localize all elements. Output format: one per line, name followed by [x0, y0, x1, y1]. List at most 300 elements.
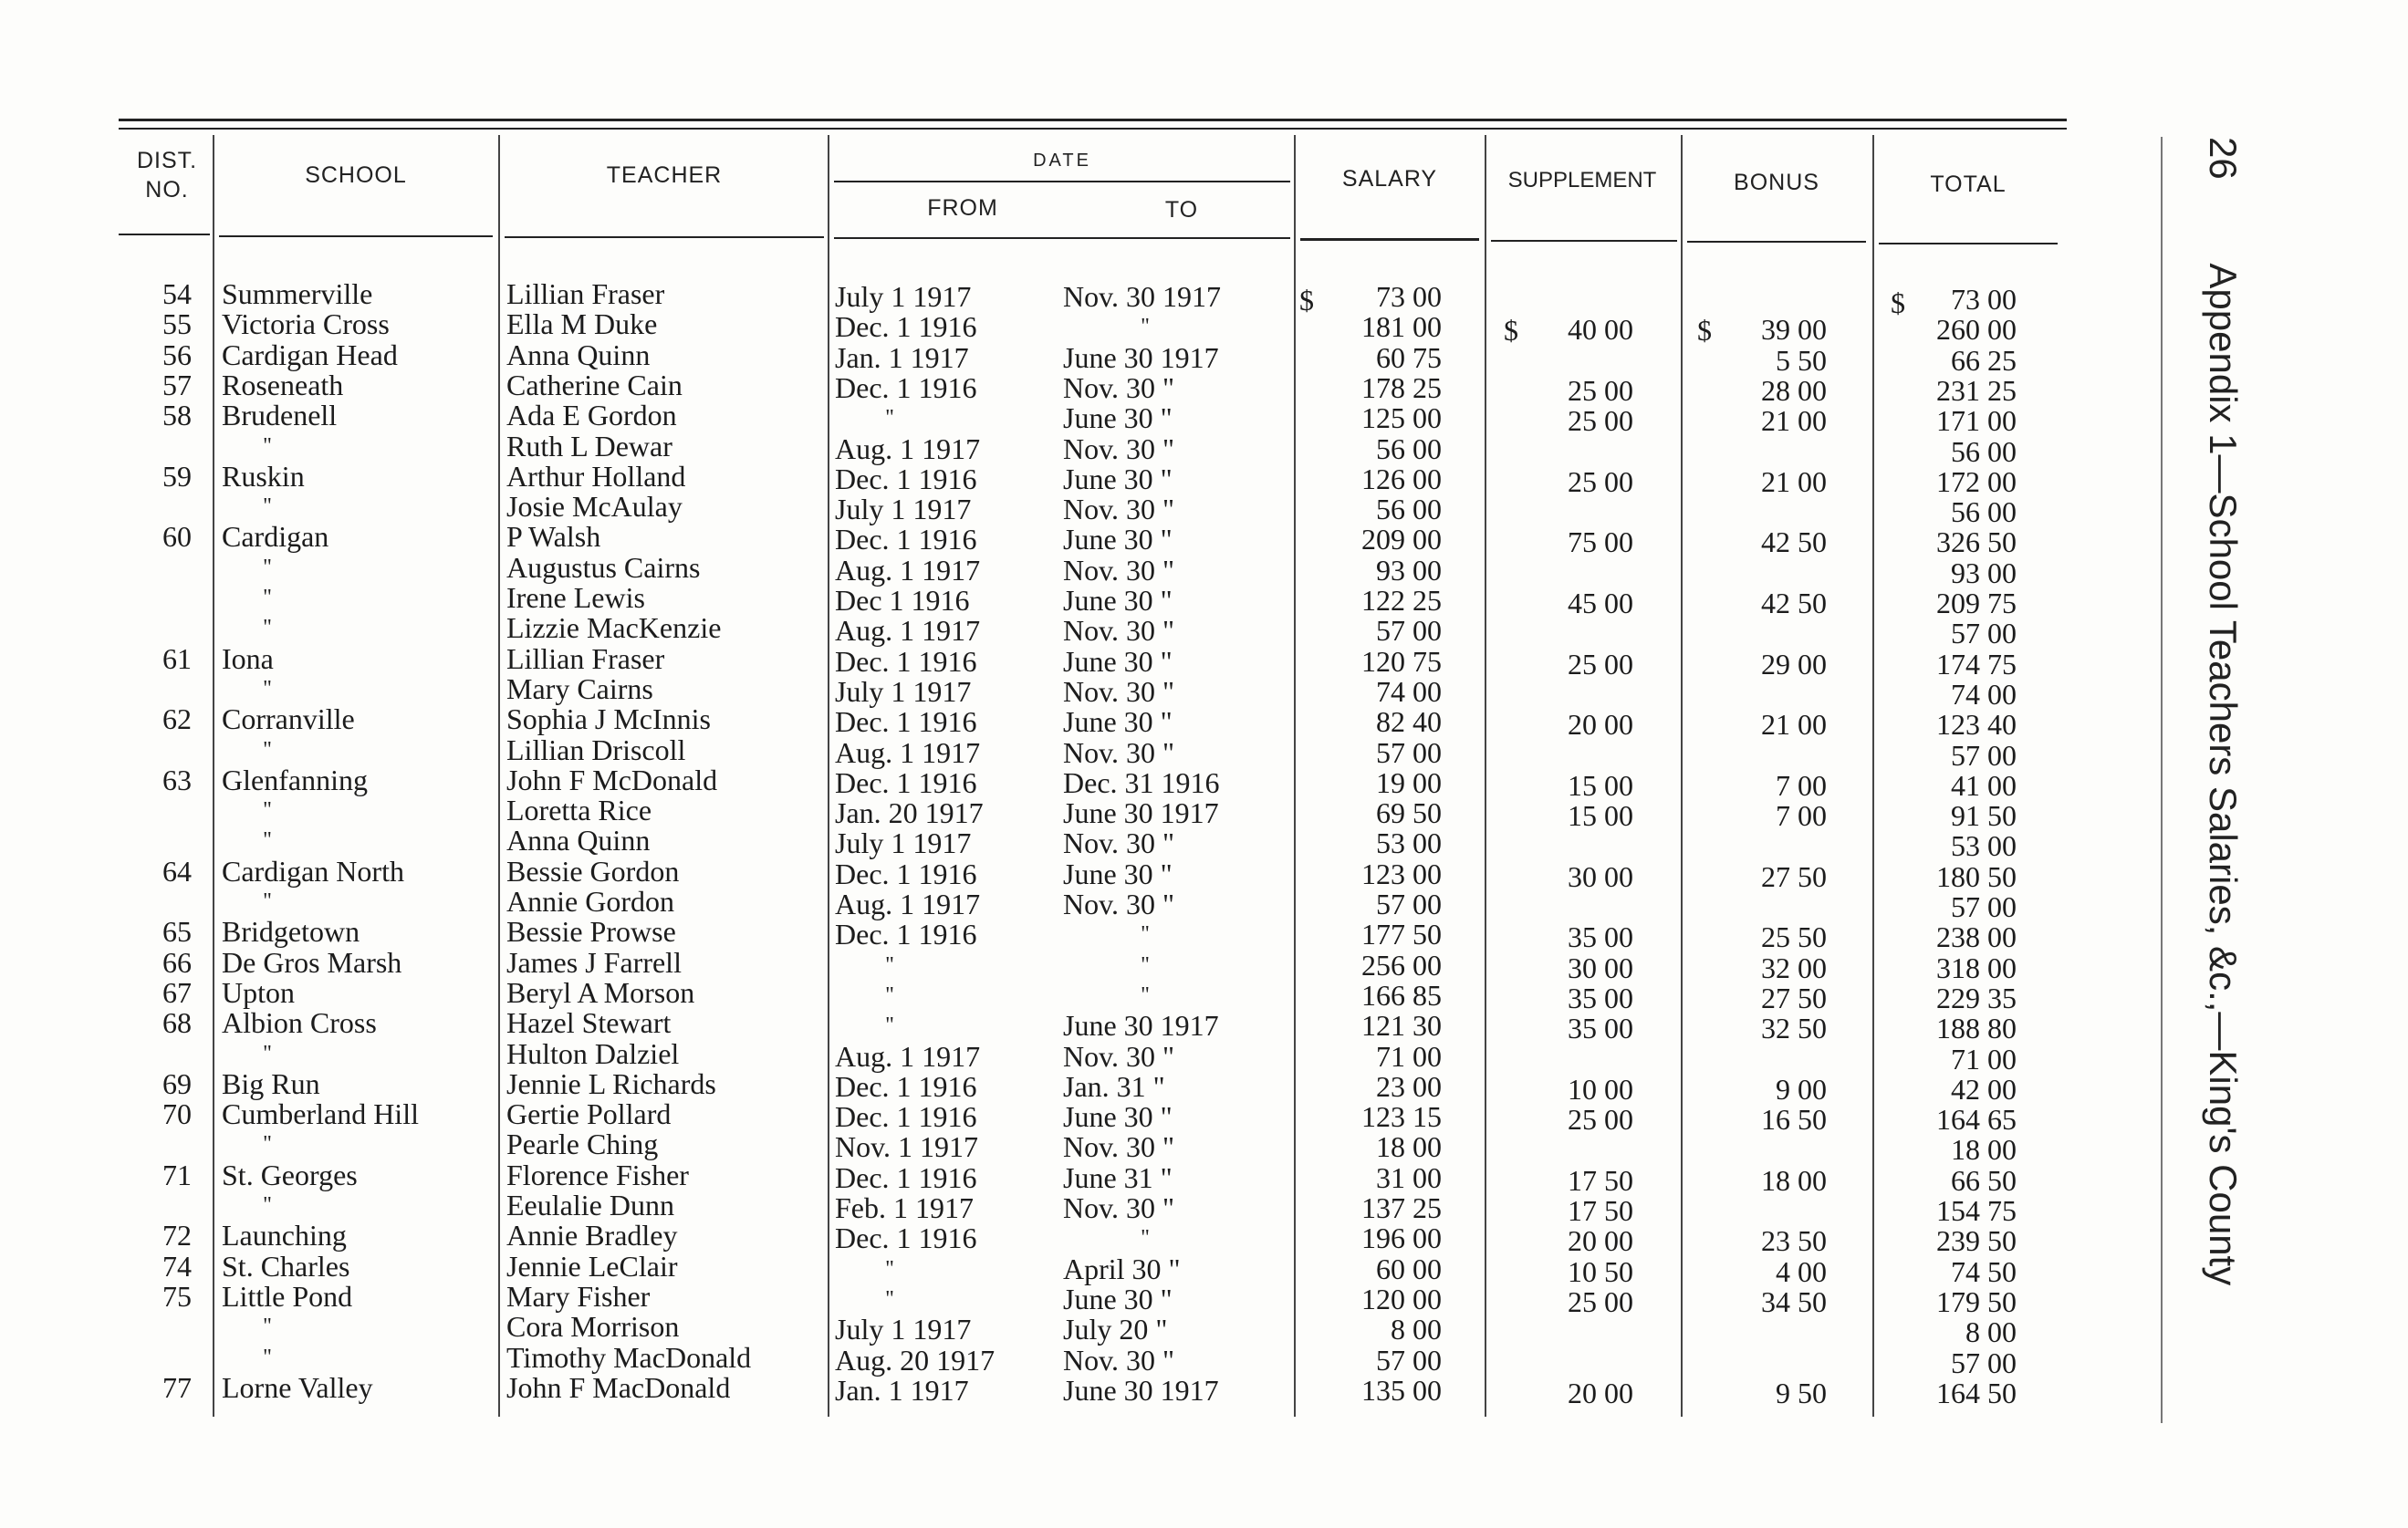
cell-teacher: Gertie Pollard [506, 1097, 672, 1131]
cell-bonus [1706, 680, 1827, 710]
cell-total: 93 00 [1951, 556, 2017, 589]
cell-total: 229 35 [1936, 981, 2017, 1014]
cell-bonus: 28 00 [1761, 373, 1827, 407]
header-teacher: TEACHER [606, 162, 723, 188]
cell-teacher: Arthur Holland [506, 459, 686, 493]
cell-school: De Gros Marsh [222, 945, 402, 979]
cell-to: Jan. 31 " [1063, 1069, 1165, 1103]
header-bottom-rule [119, 234, 210, 235]
cell-from: Dec. 1 1916 [835, 523, 977, 556]
cell-from: " [885, 1286, 894, 1311]
cell-bonus: 32 50 [1761, 1012, 1827, 1045]
cell-bonus [1706, 618, 1827, 649]
cell-dist: 66 [162, 945, 192, 979]
cell-teacher: Sophia J McInnis [506, 702, 711, 736]
cell-bonus: 4 00 [1776, 1254, 1827, 1288]
cell-teacher: Cora Morrison [506, 1310, 680, 1344]
cell-teacher: Bessie Prowse [506, 915, 676, 949]
cell-to: June 30 1917 [1063, 796, 1219, 830]
cell-salary: 166 85 [1361, 978, 1442, 1012]
cell-bonus: 42 50 [1761, 525, 1827, 559]
cell-supplement [1515, 741, 1633, 771]
cell-salary: 56 00 [1376, 493, 1442, 526]
cell-dist [128, 1039, 192, 1069]
cell-teacher: Bessie Gordon [506, 854, 680, 888]
cell-dist [128, 1190, 192, 1221]
top-rule-thin [119, 128, 2067, 130]
cell-total: 318 00 [1936, 951, 2017, 984]
cell-school: " [263, 586, 272, 609]
cell-school: " [263, 1315, 272, 1339]
cell-teacher: P Walsh [506, 520, 601, 554]
cell-dist: 68 [162, 1006, 192, 1040]
cell-school: Roseneath [222, 368, 344, 401]
cell-salary: 93 00 [1376, 553, 1442, 587]
cell-dist: 74 [162, 1249, 192, 1283]
cell-salary: 209 00 [1361, 523, 1442, 556]
cell-school: Lorne Valley [222, 1370, 373, 1404]
cell-supplement [1515, 680, 1633, 710]
cell-bonus [1706, 741, 1827, 771]
cell-dist [128, 431, 192, 462]
cell-dist: 57 [162, 368, 192, 401]
cell-from: Dec 1 1916 [835, 584, 970, 617]
date-subrule [834, 181, 1290, 182]
cell-to: " [1141, 315, 1150, 339]
cell-dist: 67 [162, 975, 192, 1009]
cell-to: " [1141, 922, 1150, 947]
cell-from: Dec. 1 1916 [835, 1069, 977, 1103]
cell-supplement: 15 00 [1568, 768, 1633, 802]
cell-to: June 30 " [1063, 1100, 1173, 1134]
cell-supplement [1515, 892, 1633, 922]
cell-bonus: 29 00 [1761, 647, 1827, 681]
cell-supplement [1515, 497, 1633, 527]
header-salary: SALARY [1341, 166, 1438, 192]
cell-to: June 30 1917 [1063, 1009, 1219, 1043]
top-rule-thick [119, 119, 2067, 121]
cell-teacher: Timothy MacDonald [506, 1340, 752, 1374]
cell-from: Dec. 1 1916 [835, 1100, 977, 1134]
cell-supplement: 25 00 [1568, 1284, 1633, 1318]
cell-to: June 30 " [1063, 1282, 1173, 1315]
header-bottom-rule [1687, 241, 1866, 243]
cell-total: 172 00 [1936, 464, 2017, 498]
cell-bonus [1706, 558, 1827, 588]
cell-salary: 73 00 [1376, 280, 1442, 313]
cell-from: Dec. 1 1916 [835, 1160, 977, 1194]
cell-dist: 70 [162, 1097, 192, 1131]
cell-bonus [1706, 1348, 1827, 1378]
cell-to: June 30 " [1063, 462, 1173, 495]
cell-salary: 121 30 [1361, 1009, 1442, 1043]
cell-teacher: Anna Quinn [506, 824, 651, 858]
header-bottom-rule [505, 236, 824, 238]
cell-supplement [1515, 346, 1633, 376]
cell-to: " [1141, 1226, 1150, 1251]
cell-dist: 61 [162, 641, 192, 675]
cell-from: Aug. 1 1917 [835, 735, 981, 769]
cell-from: Nov. 1 1917 [835, 1130, 979, 1164]
cell-to: June 30 " [1063, 857, 1173, 890]
cell-dist: 56 [162, 338, 192, 371]
cell-to: Nov. 30 " [1063, 614, 1175, 648]
cell-teacher: Annie Gordon [506, 885, 674, 918]
cell-teacher: Lizzie MacKenzie [506, 611, 722, 645]
cell-salary: 57 00 [1376, 1343, 1442, 1377]
cell-salary: 74 00 [1376, 674, 1442, 708]
cell-to: " [1141, 952, 1150, 977]
cell-from: Aug. 1 1917 [835, 431, 981, 465]
cell-to: Nov. 30 " [1063, 431, 1175, 465]
cell-bonus: 25 50 [1761, 920, 1827, 954]
cell-total: 209 75 [1936, 587, 2017, 619]
cell-salary: 8 00 [1391, 1313, 1442, 1346]
cell-to: April 30 " [1063, 1252, 1181, 1285]
cell-supplement: 20 00 [1568, 1376, 1633, 1409]
cell-total: 74 50 [1951, 1254, 2017, 1288]
cell-dist [128, 826, 192, 856]
cell-total: 74 00 [1951, 677, 2017, 711]
cell-supplement: 25 00 [1568, 647, 1633, 681]
cell-school: Ruskin [222, 459, 305, 493]
cell-supplement: 25 00 [1568, 1103, 1633, 1137]
cell-to: Nov. 30 " [1063, 888, 1175, 920]
dollar-sign-salary: $ [1299, 284, 1314, 317]
cell-total: 171 00 [1936, 404, 2017, 438]
cell-dist [128, 553, 192, 583]
cell-teacher: Jennie L Richards [506, 1066, 716, 1100]
cell-total: 42 00 [1951, 1072, 2017, 1106]
cell-supplement [1515, 437, 1633, 467]
cell-school: " [263, 828, 272, 853]
cell-supplement: 20 00 [1568, 708, 1633, 742]
header-bottom-rule [219, 235, 493, 237]
cell-from: " [885, 406, 894, 431]
running-header [2202, 137, 2245, 1305]
cell-from: Jan. 20 1917 [835, 796, 984, 830]
cell-dist [128, 735, 192, 765]
cell-from: " [885, 982, 894, 1007]
cell-bonus: 21 00 [1761, 464, 1827, 498]
cell-supplement [1515, 618, 1633, 649]
cell-salary: 57 00 [1376, 735, 1442, 769]
cell-from: Jan. 1 1917 [835, 340, 969, 374]
header-bottom-rule [834, 237, 1290, 239]
cell-total: 66 50 [1951, 1163, 2017, 1197]
cell-supplement [1515, 1045, 1633, 1075]
cell-teacher: Pearle Ching [506, 1128, 659, 1161]
cell-total: 154 75 [1936, 1194, 2017, 1227]
header-bonus: BONUS [1734, 170, 1819, 195]
cell-from: Jan. 1 1917 [835, 1373, 969, 1407]
cell-from: July 1 1917 [835, 1313, 972, 1346]
cell-bonus: 27 50 [1761, 859, 1827, 893]
cell-from: July 1 1917 [835, 826, 972, 860]
cell-supplement: 35 00 [1568, 1012, 1633, 1045]
cell-school: Albion Cross [222, 1006, 377, 1040]
cell-teacher: Catherine Cain [506, 368, 683, 401]
cell-salary: 123 15 [1361, 1100, 1442, 1134]
cell-salary: 196 00 [1361, 1221, 1442, 1255]
cell-supplement: 25 00 [1568, 464, 1633, 498]
cell-to: Nov. 30 " [1063, 735, 1175, 769]
header-school: SCHOOL [305, 162, 407, 188]
cell-supplement [1515, 285, 1633, 315]
cell-dist: 54 [162, 277, 192, 310]
cell-school: Big Run [222, 1066, 320, 1100]
cell-salary: 71 00 [1376, 1039, 1442, 1073]
cell-teacher: Eeulalie Dunn [506, 1189, 674, 1221]
cell-to: Nov. 30 1917 [1063, 280, 1222, 313]
cell-total: 326 50 [1936, 525, 2017, 559]
col-divider [1485, 135, 1486, 1417]
cell-supplement: 20 00 [1568, 1224, 1633, 1258]
cell-teacher: James J Farrell [506, 945, 682, 979]
cell-total: 73 00 [1951, 283, 2017, 316]
cell-bonus: 23 50 [1761, 1224, 1827, 1258]
cell-from: " [885, 1013, 894, 1038]
cell-supplement [1515, 1135, 1633, 1165]
cell-teacher: Lillian Fraser [506, 641, 665, 675]
cell-to: Nov. 30 " [1063, 493, 1175, 526]
header-bottom-rule [1879, 243, 2058, 244]
cell-supplement: 35 00 [1568, 981, 1633, 1014]
cell-school: " [263, 798, 272, 823]
cell-supplement: 30 00 [1568, 951, 1633, 984]
cell-total: 239 50 [1936, 1224, 2017, 1258]
cell-total: 174 75 [1936, 647, 2017, 681]
cell-to: Nov. 30 " [1063, 674, 1175, 708]
cell-salary: 125 00 [1361, 401, 1442, 435]
cell-teacher: Irene Lewis [506, 581, 645, 614]
cell-from: Dec. 1 1916 [835, 765, 977, 799]
cell-total: 57 00 [1951, 890, 2017, 923]
cell-dist: 77 [162, 1370, 192, 1404]
cell-dist [128, 613, 192, 643]
cell-from: July 1 1917 [835, 493, 972, 526]
cell-total: 188 80 [1936, 1012, 2017, 1045]
cell-total: 56 00 [1951, 495, 2017, 529]
cell-school: " [263, 433, 272, 458]
cell-bonus: 42 50 [1761, 587, 1827, 619]
cell-dist: 72 [162, 1219, 192, 1253]
cell-salary: 135 00 [1361, 1373, 1442, 1407]
cell-teacher: John F MacDonald [506, 1370, 731, 1404]
col-divider [498, 135, 500, 1417]
cell-dist: 75 [162, 1279, 192, 1313]
cell-dist [128, 1129, 192, 1159]
cell-salary: 123 00 [1361, 857, 1442, 890]
cell-supplement: 75 00 [1568, 525, 1633, 559]
col-divider [828, 135, 829, 1417]
dollar-sign-supplement: $ [1504, 314, 1518, 347]
cell-dist [128, 795, 192, 826]
cell-supplement: 17 50 [1568, 1163, 1633, 1197]
cell-bonus [1706, 497, 1827, 527]
page-number: 26 [2202, 137, 2245, 180]
header-supplement: SUPPLEMENT [1507, 168, 1657, 192]
cell-from: " [885, 952, 894, 977]
cell-salary: 137 25 [1361, 1191, 1442, 1224]
cell-from: Dec. 1 1916 [835, 644, 977, 678]
cell-from: Dec. 1 1916 [835, 857, 977, 890]
cell-teacher: Ella M Duke [506, 307, 658, 341]
cell-total: 56 00 [1951, 434, 2017, 468]
cell-supplement: 35 00 [1568, 920, 1633, 954]
cell-bonus [1706, 1317, 1827, 1347]
cell-dist [128, 1343, 192, 1373]
cell-to: June 30 1917 [1063, 340, 1219, 374]
margin-rule [2161, 137, 2163, 1423]
cell-school: Upton [222, 975, 295, 1009]
col-divider [1294, 135, 1296, 1417]
cell-bonus [1706, 437, 1827, 467]
cell-school: " [263, 1041, 272, 1065]
cell-bonus [1706, 1196, 1827, 1226]
cell-school: " [263, 676, 272, 701]
cell-salary: 60 00 [1376, 1252, 1442, 1285]
cell-from: Dec. 1 1916 [835, 462, 977, 495]
cell-total: 57 00 [1951, 1346, 2017, 1379]
cell-total: 18 00 [1951, 1133, 2017, 1167]
cell-teacher: Mary Fisher [506, 1279, 651, 1313]
cell-total: 164 65 [1936, 1103, 2017, 1137]
cell-dist [128, 674, 192, 704]
cell-school: Launching [222, 1219, 347, 1253]
cell-to: Nov. 30 " [1063, 826, 1175, 860]
cell-supplement [1515, 558, 1633, 588]
cell-bonus [1706, 1045, 1827, 1075]
cell-supplement: 17 50 [1568, 1194, 1633, 1227]
cell-teacher: John F McDonald [506, 763, 718, 796]
cell-school: " [263, 616, 272, 640]
cell-total: 91 50 [1951, 799, 2017, 833]
cell-teacher: Ruth L Dewar [506, 429, 672, 463]
cell-salary: 120 00 [1361, 1282, 1442, 1315]
dollar-sign-bonus: $ [1697, 314, 1712, 347]
cell-supplement: 10 00 [1568, 1072, 1633, 1106]
cell-salary: 82 40 [1376, 705, 1442, 739]
cell-to: June 30 " [1063, 705, 1173, 739]
cell-salary: 69 50 [1376, 796, 1442, 830]
cell-supplement: 30 00 [1568, 859, 1633, 893]
cell-to: June 30 " [1063, 401, 1173, 435]
cell-school: St. Georges [222, 1158, 358, 1191]
cell-dist: 64 [162, 854, 192, 888]
cell-total: 231 25 [1936, 373, 2017, 407]
cell-bonus [1706, 1135, 1827, 1165]
cell-school: Summerville [222, 277, 373, 310]
cell-teacher: Josie McAulay [506, 490, 683, 524]
cell-school: Cardigan Head [222, 338, 398, 371]
cell-bonus: 32 00 [1761, 951, 1827, 984]
header-bottom-rule [1300, 238, 1479, 241]
cell-bonus: 21 00 [1761, 404, 1827, 438]
cell-salary: 177 50 [1361, 918, 1442, 951]
header-to: TO [1164, 197, 1199, 223]
cell-to: June 30 " [1063, 523, 1173, 556]
cell-from: Feb. 1 1917 [835, 1191, 974, 1224]
cell-to: Nov. 30 " [1063, 370, 1175, 404]
cell-salary: 120 75 [1361, 644, 1442, 678]
cell-supplement: 25 00 [1568, 373, 1633, 407]
cell-dist: 58 [162, 399, 192, 432]
cell-salary: 57 00 [1376, 614, 1442, 648]
cell-from: Dec. 1 1916 [835, 310, 977, 344]
cell-teacher: Hulton Dalziel [506, 1036, 680, 1070]
cell-school: Corranville [222, 702, 355, 736]
cell-to: Nov. 30 " [1063, 553, 1175, 587]
col-divider [1681, 135, 1683, 1417]
cell-from: " [885, 1256, 894, 1281]
col-divider [1872, 135, 1874, 1417]
header-total: TOTAL [1930, 172, 2007, 197]
cell-salary: 53 00 [1376, 826, 1442, 860]
cell-salary: 31 00 [1376, 1160, 1442, 1194]
cell-supplement: 40 00 [1568, 313, 1633, 347]
cell-salary: 178 25 [1361, 370, 1442, 404]
cell-from: Dec. 1 1916 [835, 918, 977, 951]
cell-school: Cardigan [222, 520, 329, 554]
cell-total: 53 00 [1951, 829, 2017, 863]
cell-bonus: 9 00 [1776, 1072, 1827, 1106]
cell-from: July 1 1917 [835, 280, 972, 313]
cell-from: Dec. 1 1916 [835, 370, 977, 404]
col-divider [213, 135, 214, 1417]
cell-school: Victoria Cross [222, 307, 390, 341]
cell-from: Aug. 1 1917 [835, 553, 981, 587]
cell-school: " [263, 737, 272, 762]
header-bottom-rule [1491, 240, 1677, 242]
cell-salary: 19 00 [1376, 765, 1442, 799]
cell-total: 164 50 [1936, 1376, 2017, 1409]
cell-dist [128, 583, 192, 613]
cell-supplement [1515, 1317, 1633, 1347]
dollar-sign-total: $ [1891, 286, 1905, 319]
cell-teacher: Jennie LeClair [506, 1249, 678, 1283]
cell-school: Glenfanning [222, 763, 368, 796]
cell-bonus [1706, 285, 1827, 315]
cell-teacher: Loretta Rice [506, 794, 652, 827]
cell-school: Bridgetown [222, 915, 360, 949]
header-dist-no: DIST. NO. [136, 148, 198, 203]
cell-supplement: 45 00 [1568, 587, 1633, 619]
header-date: DATE [1033, 151, 1091, 171]
cell-supplement: 10 50 [1568, 1254, 1633, 1288]
cell-total: 57 00 [1951, 738, 2017, 772]
running-title: Appendix 1—School Teachers Salaries, &c.,—King's County [2202, 263, 2245, 1286]
cell-to: Nov. 30 " [1063, 1343, 1175, 1377]
cell-supplement: 25 00 [1568, 404, 1633, 438]
cell-dist [128, 1312, 192, 1342]
cell-from: Dec. 1 1916 [835, 705, 977, 739]
cell-dist: 60 [162, 520, 192, 554]
cell-from: Aug. 1 1917 [835, 1039, 981, 1073]
cell-dist [128, 492, 192, 522]
cell-salary: 122 25 [1361, 584, 1442, 617]
cell-bonus: 5 50 [1776, 343, 1827, 377]
cell-teacher: Mary Cairns [506, 671, 653, 705]
cell-dist: 59 [162, 459, 192, 493]
cell-school: Cardigan North [222, 854, 404, 888]
cell-teacher: Ada E Gordon [506, 399, 677, 432]
cell-teacher: Annie Bradley [506, 1219, 678, 1253]
cell-teacher: Lillian Driscoll [506, 733, 686, 766]
cell-from: Aug. 20 1917 [835, 1343, 996, 1377]
cell-total: 41 00 [1951, 768, 2017, 802]
cell-dist [128, 887, 192, 917]
